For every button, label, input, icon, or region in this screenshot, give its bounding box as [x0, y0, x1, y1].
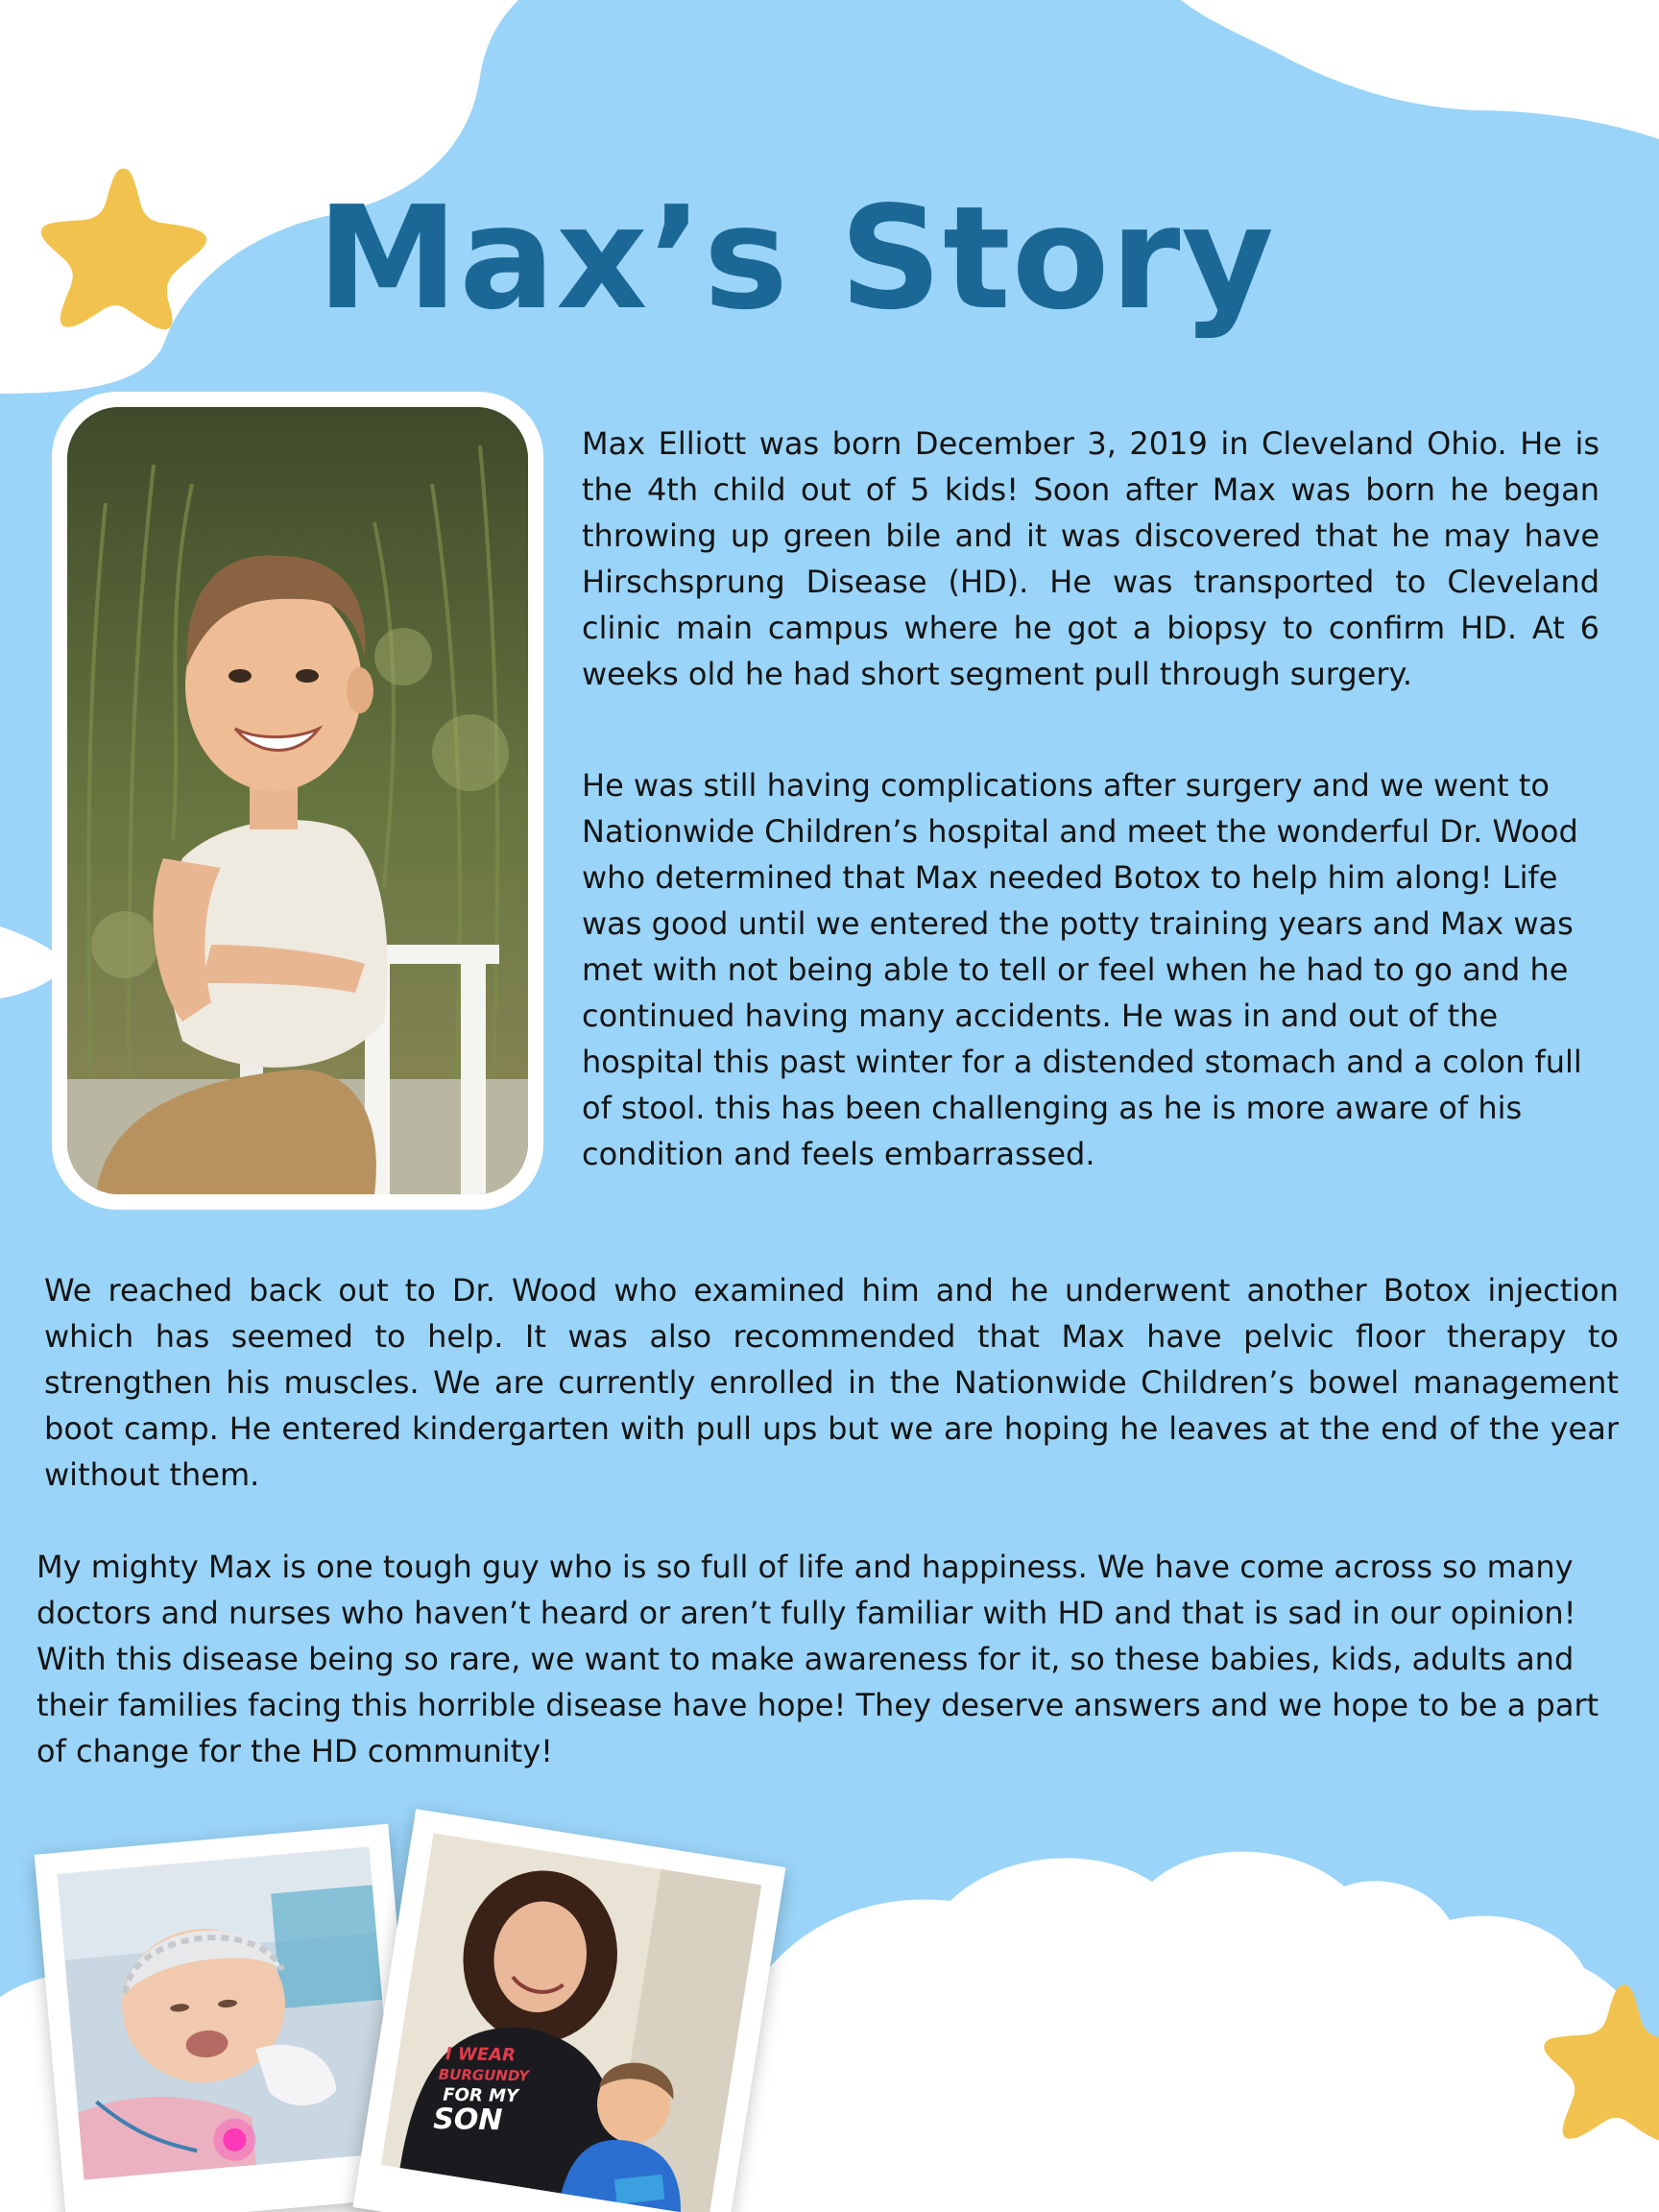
tshirt-line-1: I WEAR — [445, 2044, 517, 2066]
tshirt-line-2: BURGUNDY — [438, 2065, 530, 2085]
story-paragraph-4: My mighty Max is one tough guy who is so full of life and happiness. We have come across so many doctors and nurses who haven’t heard or aren’t fully familiar with HD and that is sad in our opinion! With this disease being so rare, we want to make awareness for it, so these babies, kids, adults and their families facing this horrible disease have hope! They deserve answers and we hope to be a part of change for the HD community! — [36, 1549, 1599, 1769]
mom-and-max-photo — [381, 1833, 761, 2212]
story-paragraph-1: Max Elliott was born December 3, 2019 in Cleveland Ohio. He is the 4th child out of 5 kids! Soon after Max was born he began throwing up green bile and it was discovered that he may have Hirschsprung Disease (HD). He was transported to Cleveland clinic main campus where he got a biopsy to confirm HD. At 6 weeks old he had short segment pull through surgery. — [582, 425, 1599, 692]
cloud-top-right — [1181, 0, 1659, 139]
baby-hospital-photo — [58, 1846, 397, 2179]
tshirt-line-4: SON — [432, 2102, 503, 2138]
story-paragraph-2: He was still having complications after surgery and we went to Nationwide Children’s hospital and meet the wonderful Dr. Wood who determined that Max needed Botox to help him along! Life was good until we entered the potty training years and Max was met with not being able to tell or feel when he had to go and he continued having many accidents. He was in and out of the hospital this past winter for a distended stomach and a colon full of stool. this has been challenging as he is more aware of his condition and feels embarrassed. — [582, 767, 1582, 1172]
star-icon — [35, 163, 212, 331]
boy-portrait-illustration — [67, 407, 528, 1194]
story-paragraph-3: We reached back out to Dr. Wood who examined him and he underwent another Botox injection which has seemed to help. It was also recommended that Max have pelvic floor therapy to strengthen his muscles. We are currently enrolled in the Nationwide Children’s bowel management boot camp. He entered kindergarten with pull ups but we are hoping he leaves at the end of the year without them. — [44, 1272, 1619, 1493]
polaroid-mom-and-max — [353, 1809, 786, 2212]
star-icon — [1538, 1980, 1659, 2143]
portrait-photo-frame — [52, 392, 543, 1210]
tshirt-line-3: FOR MY — [443, 2084, 519, 2106]
portrait-photo — [67, 407, 528, 1194]
page-title: Max’s Story — [317, 176, 1275, 341]
